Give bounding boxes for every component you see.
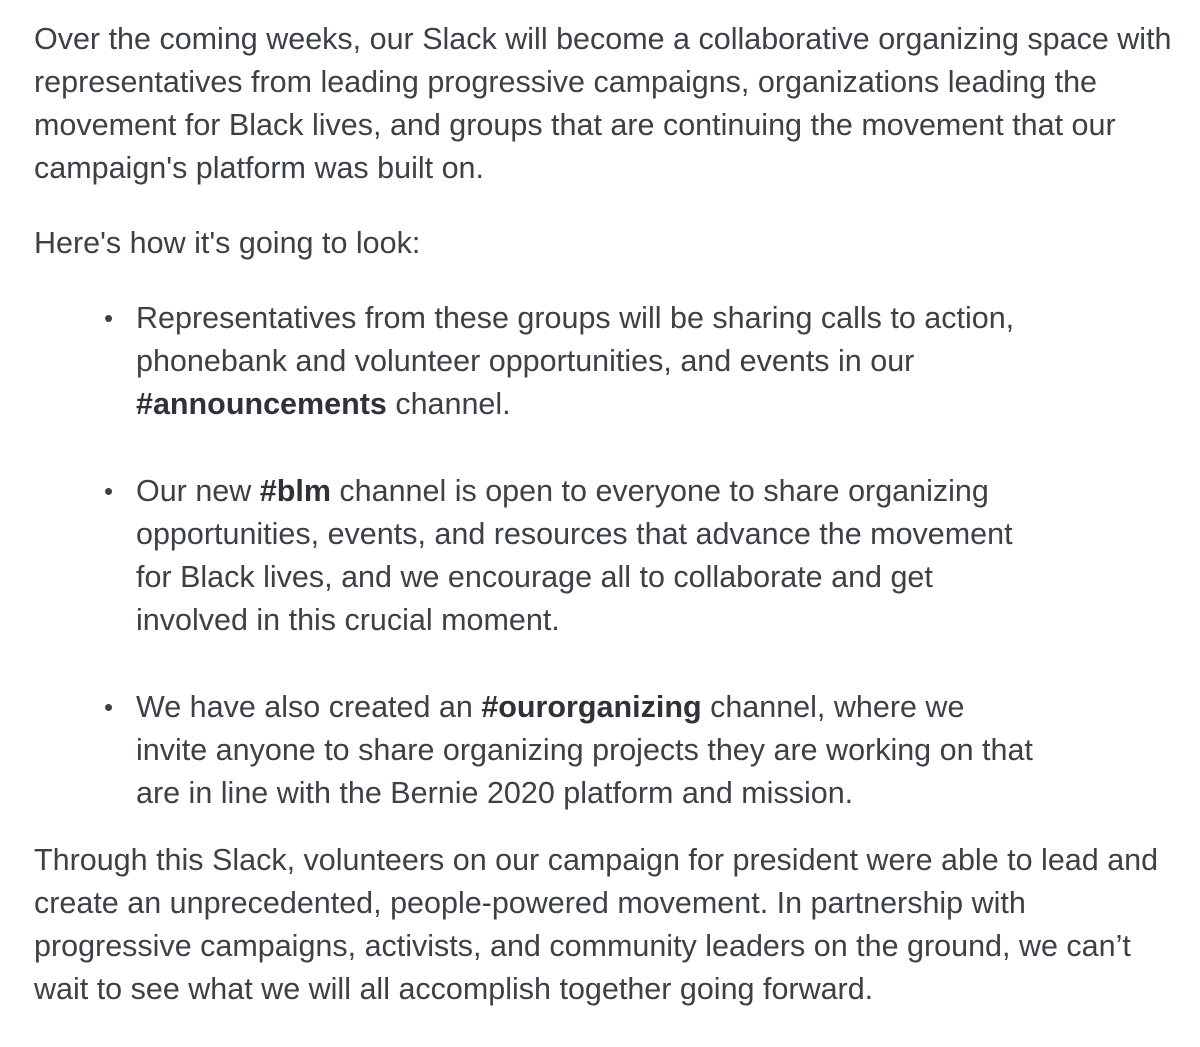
bullet-icon: • bbox=[104, 692, 114, 722]
list-item-text: channel. bbox=[386, 387, 511, 421]
list-item-text: Representatives from these groups will be sharing calls to action, phonebank and volunteer opportunities, and events in our bbox=[136, 301, 1015, 378]
lead-paragraph: Here's how it's going to look: bbox=[34, 226, 421, 260]
bullet-icon: • bbox=[104, 303, 114, 333]
list-item-text: Our new bbox=[136, 474, 260, 508]
list-item bbox=[34, 297, 1036, 426]
bullet-list bbox=[34, 297, 1184, 815]
message-body bbox=[34, 18, 1184, 1011]
channel-ourorganizing-link[interactable]: #ourorganizing bbox=[481, 690, 702, 724]
channel-announcements-link[interactable]: #announcements bbox=[136, 387, 387, 421]
list-item bbox=[34, 470, 1036, 642]
intro-paragraph: Over the coming weeks, our Slack will become a collaborative organizing space with representatives from leading progressive campaigns, organizations leading the movement for Black lives, and groups that are continuing the movement that our campaign's platform was built on. bbox=[34, 22, 1172, 185]
list-item-text: channel is open to everyone to share organizing opportunities, events, and resources that advance the movement for Black lives, and we encourage all to collaborate and get involved in this crucial moment. bbox=[136, 474, 1013, 637]
channel-blm-link[interactable]: #blm bbox=[259, 474, 331, 508]
list-item-text: channel, where we invite anyone to share organizing projects they are working on that are in line with the Bernie 2020 platform and mission. bbox=[136, 690, 1033, 810]
closing-paragraph: Through this Slack, volunteers on our campaign for president were able to lead and create an unprecedented, people-powered movement. In partnership with progressive campaigns, activists, and community leaders on the ground, we can’t wait to see what we will all accomplish together going forward. bbox=[34, 843, 1159, 1006]
list-item-text: We have also created an bbox=[136, 690, 482, 724]
list-item bbox=[34, 686, 1036, 815]
bullet-icon: • bbox=[104, 476, 114, 506]
